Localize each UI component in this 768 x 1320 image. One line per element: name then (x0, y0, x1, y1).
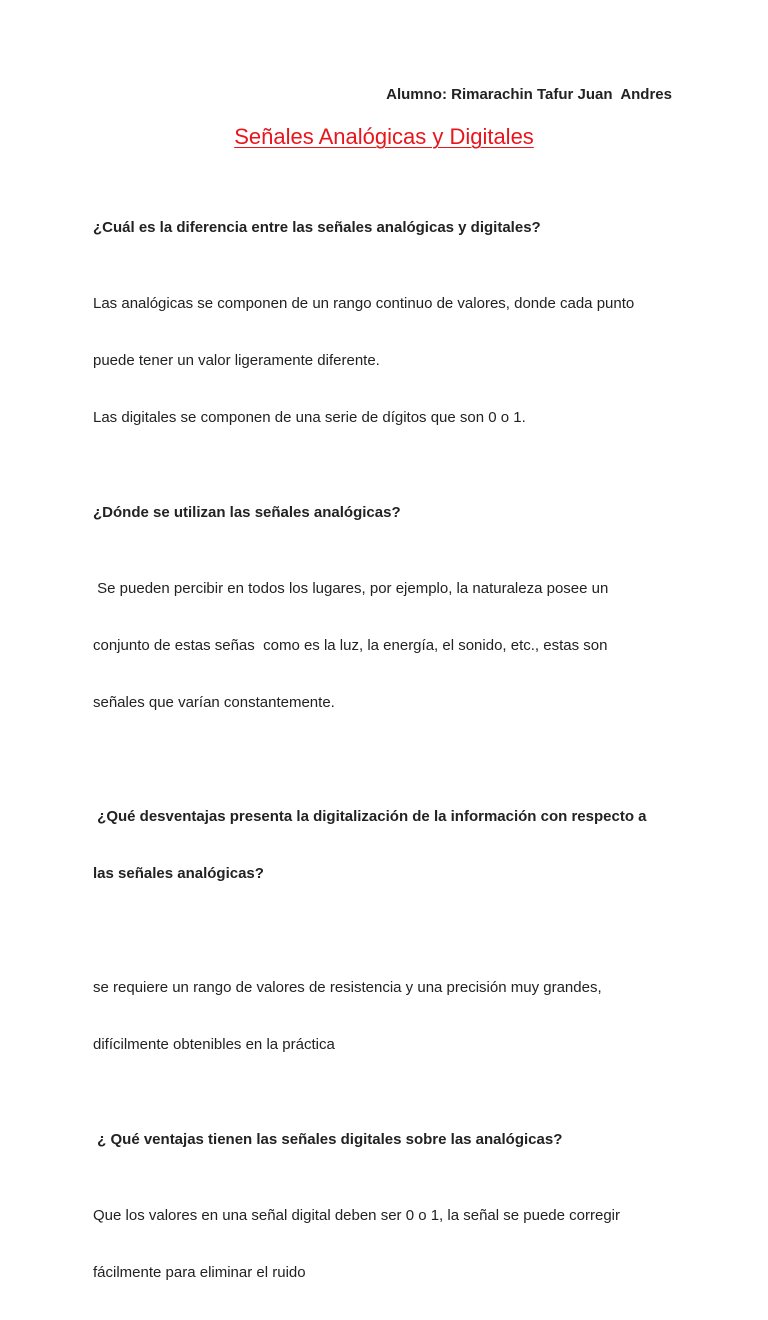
answer-2-line-2: conjunto de estas señas como es la luz, la energía, el sonido, etc., estas son (93, 637, 608, 654)
answer-1-line-3: Las digitales se componen de una serie de dígitos que son 0 o 1. (93, 409, 526, 426)
answer-3-line-1: se requiere un rango de valores de resistencia y una precisión muy grandes, (93, 979, 602, 996)
answer-2-line-1: Se pueden percibir en todos los lugares, por ejemplo, la naturaleza posee un (93, 580, 609, 597)
question-3-line-1: ¿Qué desventajas presenta la digitalización de la información con respecto a (93, 808, 647, 825)
answer-1-line-2: puede tener un valor ligeramente diferente. (93, 352, 380, 369)
question-3-line-2: las señales analógicas? (93, 865, 264, 882)
answer-3-line-2: difícilmente obtenibles en la práctica (93, 1036, 335, 1053)
answer-2-line-3: señales que varían constantemente. (93, 694, 335, 711)
question-4: ¿ Qué ventajas tienen las señales digitales sobre las analógicas? (93, 1131, 563, 1148)
answer-4-line-2: fácilmente para eliminar el ruido (93, 1264, 306, 1281)
question-2: ¿Dónde se utilizan las señales analógicas? (93, 504, 401, 521)
answer-1-line-1: Las analógicas se componen de un rango continuo de valores, donde cada punto (93, 295, 635, 312)
question-3 (93, 769, 683, 921)
student-name: Alumno: Rimarachin Tafur Juan Andres (386, 86, 672, 103)
answer-2 (93, 541, 683, 750)
question-1: ¿Cuál es la diferencia entre las señales analógicas y digitales? (93, 219, 541, 236)
document-body (93, 218, 683, 1320)
page-title: Señales Analógicas y Digitales (234, 124, 534, 149)
answer-4 (93, 1168, 683, 1320)
answer-3 (93, 940, 683, 1092)
answer-1 (93, 256, 683, 465)
answer-4-line-1: Que los valores en una señal digital deben ser 0 o 1, la señal se puede corregir (93, 1207, 620, 1224)
